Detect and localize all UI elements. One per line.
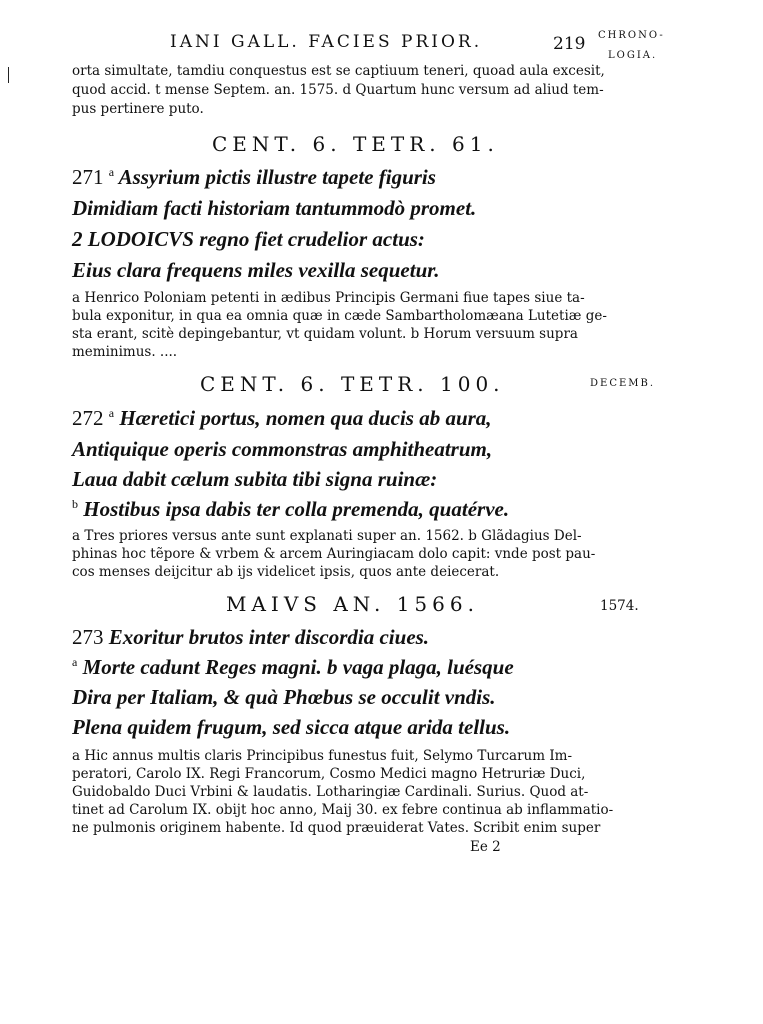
verse-272-line-2: Antiquique operis commonstras amphitheatrum, — [72, 437, 493, 461]
footnote-mark: a — [108, 165, 115, 179]
footnote-block-2 — [72, 527, 596, 581]
verse-271-line-1 — [72, 165, 436, 190]
catchword: Ee 2 — [470, 839, 501, 855]
margin-mark — [8, 67, 9, 83]
verse-number: 271 — [72, 165, 104, 189]
footnote-block-1 — [72, 289, 607, 361]
running-title: IANI GALL. FACIES PRIOR. — [170, 32, 483, 52]
footnote-line: sta erant, scitè depingebantur, vt quidam volunt. b Horum versuum supra — [72, 326, 578, 342]
section-heading-3: MAIVS AN. 1566. — [226, 592, 479, 616]
margin-note-year: 1574. — [600, 598, 639, 614]
verse-text: Hostibus ipsa dabis ter colla premenda, quatérve. — [83, 497, 510, 521]
verse-273-line-1 — [72, 625, 429, 650]
footnote-line: phinas hoc tẽpore & vrbem & arcem Auringiacam dolo capit: vnde post pau- — [72, 546, 596, 562]
verse-text: Assyrium pictis illustre tapete figuris — [118, 165, 436, 189]
footnote-line: ne pulmonis originem habente. Id quod præuiderat Vates. Scribit enim super — [72, 820, 601, 836]
footnote-mark: a — [108, 406, 115, 420]
footnote-line: a Henrico Poloniam petenti in ædibus Principis Germani fiue tapes siue ta- — [72, 290, 585, 306]
footnote-line: tinet ad Carolum IX. obijt hoc anno, Maij 30. ex febre continua ab inflammatio- — [72, 802, 614, 818]
footnote-line: bula exponitur, in qua ea omnia quæ in cæde Sambartholomæana Lutetiæ ge- — [72, 308, 607, 324]
verse-272-line-1 — [72, 406, 492, 431]
verse-272-line-4 — [72, 497, 509, 522]
verse-273-line-2 — [72, 655, 514, 680]
footnote-line: a Tres priores versus ante sunt explanati super an. 1562. b Glãdagius Del- — [72, 528, 582, 544]
intro-line-2: quod accid. t mense Septem. an. 1575. d Quartum hunc versum ad aliud tem- — [72, 82, 604, 98]
margin-note-chronologia-2: LOGIA. — [608, 50, 658, 61]
footnote-line: Guidobaldo Duci Vrbini & laudatis. Lotharingiæ Cardinali. Surius. Quod at- — [72, 784, 589, 800]
verse-271-line-3: 2 LODOICVS regno fiet crudelior actus: — [72, 227, 425, 251]
verse-271-line-4: Eius clara frequens miles vexilla sequetur. — [72, 258, 440, 282]
intro-line-1: orta simultate, tamdiu conquestus est se captiuum teneri, quoad aula excesit, — [72, 63, 605, 79]
footnote-mark: a — [72, 655, 78, 669]
verse-273-line-3: Dira per Italiam, & quà Phœbus se occulit vndis. — [72, 685, 496, 709]
footnote-block-3 — [72, 747, 614, 837]
footnote-line: meminimus. .... — [72, 344, 178, 360]
margin-note-decemb: DECEMB. — [590, 378, 656, 389]
margin-note-chronologia-1: CHRONO- — [598, 30, 665, 41]
verse-271-line-2: Dimidiam facti historiam tantummodò promet. — [72, 196, 477, 220]
footnote-line: cos menses deijcitur ab ijs videlicet ipsis, quos ante deiecerat. — [72, 564, 500, 580]
footnote-line: a Hic annus multis claris Principibus funestus fuit, Selymo Turcarum Im- — [72, 748, 573, 764]
verse-text: Hæretici portus, nomen qua ducis ab aura, — [119, 406, 492, 430]
section-heading-2: CENT. 6. TETR. 100. — [200, 372, 505, 396]
verse-272-line-3: Laua dabit cælum subita tibi signa ruinæ: — [72, 467, 438, 491]
section-heading-1: CENT. 6. TETR. 61. — [212, 132, 499, 156]
verse-text: Exoritur brutos inter discordia ciues. — [108, 625, 430, 649]
verse-text: Morte cadunt Reges magni. b vaga plaga, luésque — [82, 655, 514, 679]
footnote-mark: b — [72, 497, 78, 511]
verse-number: 272 — [72, 406, 104, 430]
footnote-line: peratori, Carolo IX. Regi Francorum, Cosmo Medici magno Hetruriæ Duci, — [72, 766, 586, 782]
verse-273-line-4: Plena quidem frugum, sed sicca atque arida tellus. — [72, 715, 511, 739]
verse-number: 273 — [72, 625, 104, 649]
page-number: 219 — [553, 34, 586, 54]
intro-line-3: pus pertinere puto. — [72, 101, 204, 117]
